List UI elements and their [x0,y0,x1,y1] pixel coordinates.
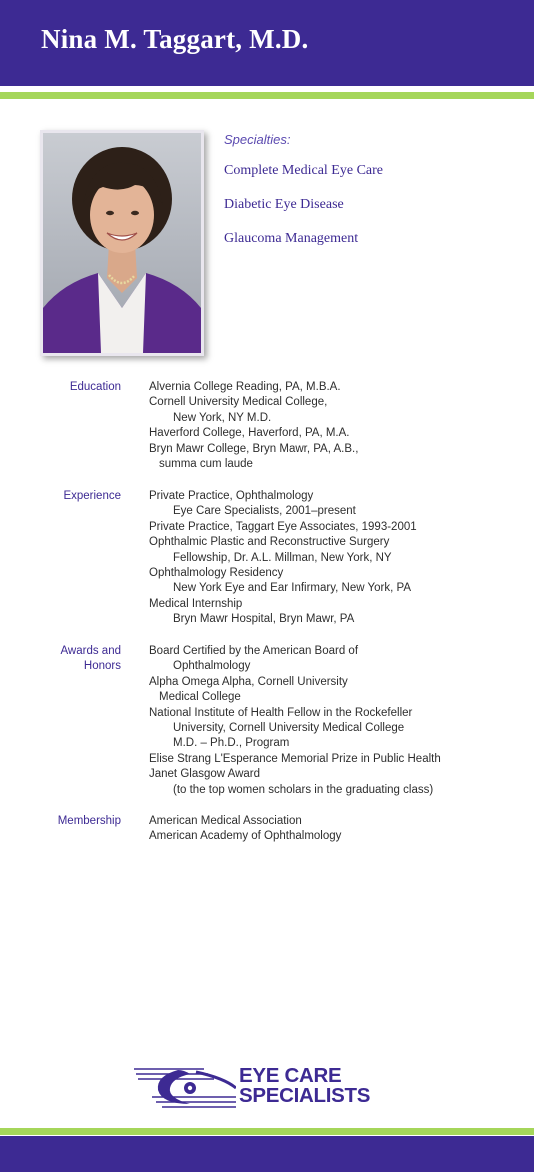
list-item: National Institute of Health Fellow in the Rockefeller [149,706,413,719]
list-item: Board Certified by the American Board of [149,645,359,657]
list-item: Haverford College, Haverford, PA, M.A. [149,427,350,440]
list-item: Alvernia College Reading, PA, M.B.A. [149,381,341,393]
list-item: Fellowship, Dr. A.L. Millman, New York, NY [173,551,392,564]
awards-label-line: Honors [83,660,121,673]
list-item: Bryn Mawr College, Bryn Mawr, PA, A.B., [149,442,359,455]
list-item: Eye Care Specialists, 2001–present [173,505,356,518]
specialties-block [224,132,383,265]
list-item: Ophthalmology [173,660,251,673]
list-item: Medical Internship [149,597,243,610]
experience-label: Experience [63,490,121,502]
logo-line: EYE CARE [239,1064,342,1087]
page-title: Nina M. Taggart, M.D. [41,24,309,54]
eye-logo-icon [134,1064,236,1110]
list-item: Ophthalmic Plastic and Reconstructive Surgery [149,536,390,549]
specialty-item: Diabetic Eye Disease [224,197,344,212]
education-label: Education [69,381,121,393]
list-item: M.D. – Ph.D., Program [173,737,290,750]
list-item: Elise Strang L'Esperance Memorial Prize in Public Health [149,752,441,765]
awards-label-line: Awards and [60,645,121,657]
logo-wordmark [239,1066,370,1106]
portrait-image [43,133,201,353]
education-list [149,380,529,472]
list-item: summa cum laude [159,458,253,471]
awards-label [60,644,121,675]
list-item: Cornell University Medical College, [149,396,328,409]
doctor-photo [40,130,204,356]
list-item: University, Cornell University Medical College [173,722,405,735]
list-item: New York, NY M.D. [173,411,272,424]
experience-list [149,489,529,628]
top-accent-bar [0,92,534,99]
specialty-item: Complete Medical Eye Care [224,163,383,178]
bottom-accent-bar [0,1128,534,1135]
specialty-item: Glaucoma Management [224,231,359,246]
specialties-heading: Specialties: [224,132,291,147]
header-banner [0,0,534,86]
footer-banner [0,1136,534,1172]
list-item: Private Practice, Taggart Eye Associates, 1993-2001 [149,520,417,533]
list-item: (to the top women scholars in the graduating class) [173,783,434,796]
list-item: Alpha Omega Alpha, Cornell University [149,675,348,688]
list-item: Ophthalmology Residency [149,567,284,580]
list-item: Janet Glasgow Award [149,768,261,781]
list-item: New York Eye and Ear Infirmary, New York, PA [173,582,411,595]
list-item: American Medical Association [149,815,302,827]
list-item: Bryn Mawr Hospital, Bryn Mawr, PA [173,613,355,626]
list-item: Medical College [159,691,241,704]
list-item: Private Practice, Ophthalmology [149,490,314,502]
membership-list [149,814,529,845]
logo-line: SPECIALISTS [239,1084,371,1107]
membership-label: Membership [57,815,121,827]
list-item: American Academy of Ophthalmology [149,830,342,843]
awards-list [149,644,529,798]
